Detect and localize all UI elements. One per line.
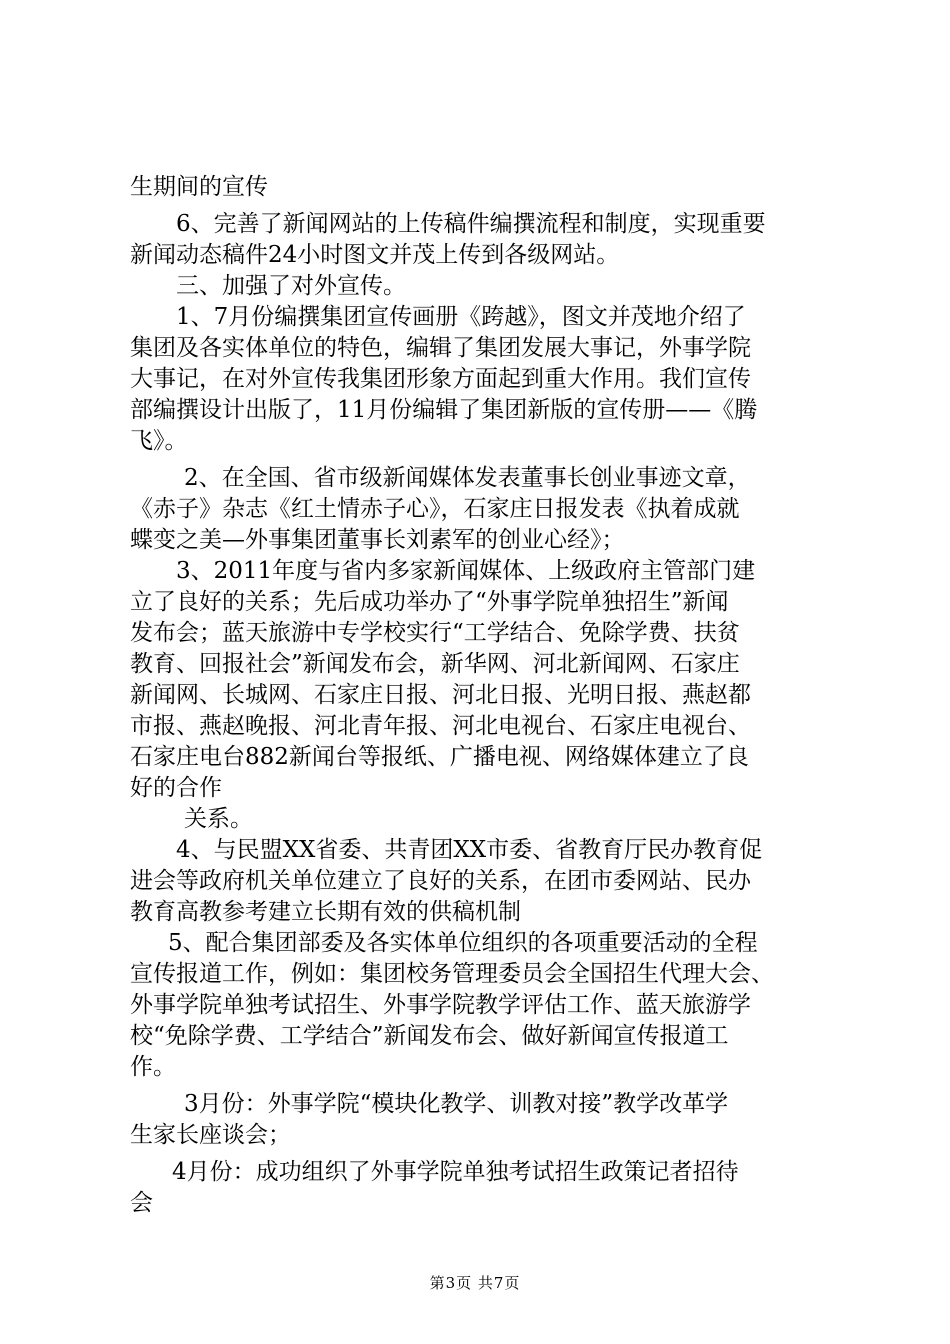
text-line: 飞》。	[130, 428, 188, 454]
text-line: 好的合作	[130, 775, 222, 801]
text-line: 发布会；蓝天旅游中专学校实行“工学结合、免除学费、扶贫	[130, 620, 740, 646]
text-line: 大事记，在对外宣传我集团形象方面起到重大作用。我们宣传	[130, 366, 751, 392]
text-line: 外事学院单独考试招生、外事学院教学评估工作、蓝天旅游学	[130, 992, 751, 1018]
text-line: 3月份：外事学院“模块化教学、训教对接”教学改革学	[184, 1091, 729, 1117]
section-heading: 三、加强了对外宣传。	[176, 273, 406, 299]
text-line: 新闻动态稿件24小时图文并茂上传到各级网站。	[130, 242, 620, 268]
text-line: 生期间的宣传	[130, 174, 268, 200]
text-line: 石家庄电台882新闻台等报纸、广播电视、网络媒体建立了良	[130, 744, 749, 770]
text-line: 3、2011年度与省内多家新闻媒体、上级政府主管部门建	[176, 558, 756, 584]
text-line: 蝶变之美—外事集团董事长刘素军的创业心经》；	[130, 527, 625, 553]
text-line: 集团及各实体单位的特色，编辑了集团发展大事记，外事学院	[130, 335, 751, 361]
text-line: 6、完善了新闻网站的上传稿件编撰流程和制度，实现重要	[176, 211, 766, 237]
text-line: 作。	[130, 1054, 176, 1080]
text-line: 教育高教参考建立长期有效的供稿机制	[130, 899, 521, 925]
text-line: 5、配合集团部委及各实体单位组织的各项重要活动的全程	[168, 930, 758, 956]
document-body	[130, 172, 830, 1219]
text-line: 教育、回报社会”新闻发布会，新华网、河北新闻网、石家庄	[130, 651, 740, 677]
text-line: 校“免除学费、工学结合”新闻发布会、做好新闻宣传报道工	[130, 1023, 729, 1049]
page-number-footer: 第3页 共7页	[429, 1274, 521, 1292]
text-line: 进会等政府机关单位建立了良好的关系，在团市委网站、民办	[130, 868, 751, 894]
text-line: 部编撰设计出版了，11月份编辑了集团新版的宣传册——《腾	[130, 397, 758, 423]
text-line: 关系。	[184, 806, 253, 832]
text-line: 市报、燕赵晚报、河北青年报、河北电视台、石家庄电视台、	[130, 713, 751, 739]
text-line: 1、7月份编撰集团宣传画册《跨越》，图文并茂地介绍了	[176, 304, 746, 330]
text-line: 宣传报道工作，例如：集团校务管理委员会全国招生代理大会、	[130, 961, 774, 987]
text-line: 4月份：成功组织了外事学院单独考试招生政策记者招待	[172, 1159, 739, 1185]
text-line: 4、与民盟XX省委、共青团XX市委、省教育厅民办教育促	[176, 837, 763, 863]
text-line: 生家长座谈会；	[130, 1122, 291, 1148]
text-line: 新闻网、长城网、石家庄日报、河北日报、光明日报、燕赵都	[130, 682, 751, 708]
text-line: 2、在全国、省市级新闻媒体发表董事长创业事迹文章，	[184, 465, 751, 491]
text-line: 《赤子》杂志《红土情赤子心》，石家庄日报发表《执着成就	[130, 496, 740, 522]
text-line: 立了良好的关系；先后成功举办了“外事学院单独招生”新闻	[130, 589, 729, 615]
text-line: 会	[130, 1190, 153, 1216]
